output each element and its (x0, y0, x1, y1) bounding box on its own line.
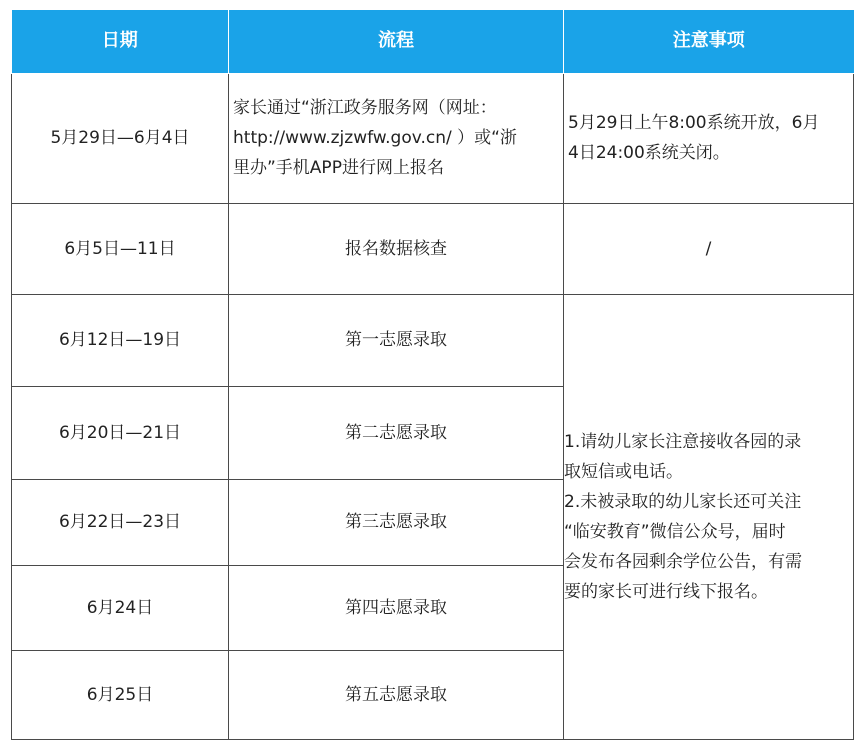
note-cell (564, 73, 854, 203)
note-line: 会发布各园剩余学位公告，有需 (564, 551, 802, 572)
process-cell: 第二志愿录取 (229, 386, 564, 479)
process-cell: 报名数据核查 (229, 203, 564, 294)
header-date: 日期 (12, 10, 229, 73)
process-line: http://www.zjzwfw.gov.cn/ ）或“浙 (233, 128, 517, 148)
table-row (12, 294, 854, 386)
note-line: 4日24:00系统关闭。 (568, 143, 730, 163)
enrollment-schedule-table (11, 10, 854, 740)
note-line: 2.未被录取的幼儿家长还可关注 (564, 491, 802, 512)
note-line: 5月29日上午8:00系统开放，6月 (568, 113, 820, 133)
header-process: 流程 (229, 10, 564, 73)
date-cell: 5月29日—6月4日 (12, 73, 229, 203)
date-cell: 6月12日—19日 (12, 294, 229, 386)
table-row (12, 203, 854, 294)
date-cell: 6月5日—11日 (12, 203, 229, 294)
process-cell: 第三志愿录取 (229, 479, 564, 565)
date-cell: 6月22日—23日 (12, 479, 229, 565)
process-cell: 第一志愿录取 (229, 294, 564, 386)
merged-note-cell (564, 294, 854, 739)
process-cell (229, 73, 564, 203)
note-line: 要的家长可进行线下报名。 (564, 581, 768, 602)
date-cell: 6月20日—21日 (12, 386, 229, 479)
process-line: 家长通过“浙江政务服务网（网址： (233, 98, 497, 118)
process-cell: 第四志愿录取 (229, 565, 564, 650)
note-cell: / (564, 203, 854, 294)
date-cell: 6月24日 (12, 565, 229, 650)
note-line: “临安教育”微信公众号，届时 (564, 521, 786, 542)
process-cell: 第五志愿录取 (229, 650, 564, 739)
note-line: 1.请幼儿家长注意接收各园的录 (564, 431, 802, 452)
table-row (12, 73, 854, 203)
date-cell: 6月25日 (12, 650, 229, 739)
table-header-row (12, 10, 854, 73)
note-line: 取短信或电话。 (564, 461, 683, 482)
header-notes: 注意事项 (564, 10, 854, 73)
process-line: 里办”手机APP进行网上报名 (233, 158, 444, 178)
